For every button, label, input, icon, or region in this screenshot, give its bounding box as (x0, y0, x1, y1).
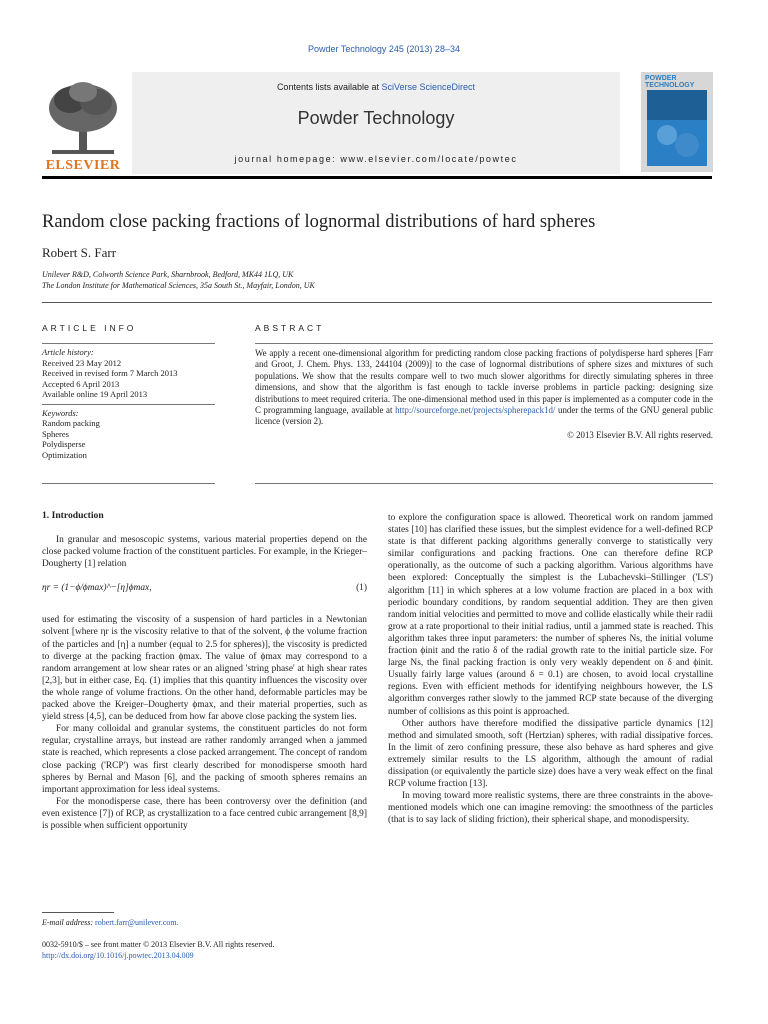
history-item: Received in revised form 7 March 2013 (42, 368, 178, 378)
body-column-right (388, 512, 713, 826)
affiliation-2: The London Institute for Mathematical Sciences, 35a South St., Mayfair, London, UK (42, 281, 315, 290)
contents-line (132, 82, 620, 92)
paper-title: Random close packing fractions of lognormal distributions of hard spheres (42, 212, 596, 232)
copyright: © 2013 Elsevier B.V. All rights reserved. (567, 429, 713, 440)
history-label: Article history: (42, 347, 94, 357)
equation-number: (1) (356, 583, 367, 594)
sourceforge-link[interactable]: http://sourceforge.net/projects/spherepack1d/ (395, 405, 556, 416)
journal-header (42, 72, 620, 174)
keyword: Polydisperse (42, 439, 86, 449)
doi-link[interactable]: http://dx.doi.org/10.1016/j.powtec.2013.04.009 (42, 951, 194, 960)
title-rule (42, 302, 712, 303)
issn-line: 0032-5910/$ – see front matter © 2013 Elsevier B.V. All rights reserved. (42, 940, 275, 949)
keywords-label: Keywords: (42, 407, 79, 418)
cover-title: POWDER TECHNOLOGY (645, 75, 695, 89)
section-heading: 1. Introduction (42, 510, 104, 521)
history-item: Received 23 May 2012 (42, 357, 122, 368)
equation-text: ηr = (1−ϕ/ϕmax)^−[η]ϕmax, (42, 583, 152, 594)
email-footnote (42, 918, 179, 927)
abstract-body: We apply a recent one-dimensional algorithm for predicting random close packing fractions of polydisperse hard spheres [Farr and Groot, J. Chem. Phys. 133, 244104 (2009)] to the case of lognormal distributions of sphere sizes and mixtures of such populations. We show that the results compare well to two much slower algorithms for directly simulating spheres in three dimensions, and show that the algorithm is fast enough to tackle inverse problems in particle packing: designing size distributions to meet required criteria. The one-dimensional method used in this paper is implemented as a computer code in the C programming language, available at (255, 348, 713, 416)
keyword: Random packing (42, 418, 100, 428)
divider (255, 343, 713, 344)
keyword: Optimization (42, 449, 87, 460)
journal-cover-image (641, 72, 713, 172)
paragraph: In granular and mesoscopic systems, various material properties depend on the close packed volume fraction of the constituent particles. For example, in the Krieger–Dougherty [1] relation (42, 535, 367, 570)
article-info-heading: ARTICLE INFO (42, 323, 137, 333)
history-item: Accepted 6 April 2013 (42, 378, 120, 389)
paragraph: For many colloidal and granular systems, the constituent particles do not form regular, crystalline arrays, but instead are rather randomly arranged when a jammed state is reached, which represents a close packed arrangement. The concept of random close packing ('RCP') was first clearly described for monodisperse smooth hard spheres by Bernal and Mason [6], and the packing of smooth spheres remains an important approximation for less ideal systems. (42, 724, 367, 795)
journal-name: Powder Technology (297, 108, 455, 128)
elsevier-tree-logo (42, 78, 124, 172)
divider (255, 483, 713, 484)
publisher-name: ELSEVIER (45, 158, 121, 173)
keyword: Spheres (42, 428, 69, 439)
contents-prefix: Contents lists available at (276, 82, 382, 92)
journal-reference[interactable]: Powder Technology 245 (2013) 28–34 (308, 44, 460, 54)
affiliation-1: Unilever R&D, Colworth Science Park, Sharnbrook, Bedford, MK44 1LQ, UK (42, 270, 294, 279)
journal-banner (132, 72, 620, 174)
sciencedirect-link[interactable]: SciVerse ScienceDirect (381, 82, 476, 92)
author-name: Robert S. Farr (42, 245, 117, 260)
cover-artwork (647, 90, 707, 166)
history-item: Available online 19 April 2013 (42, 389, 148, 399)
email-link[interactable]: robert.farr@unilever.com. (95, 918, 179, 927)
header-rule (42, 176, 712, 179)
article-info (42, 343, 215, 460)
abstract-text (255, 348, 713, 428)
email-label: E-mail address: (42, 918, 96, 927)
divider (42, 483, 215, 484)
paragraph: to explore the configuration space is allowed. Theoretical work on random jammed states [10] has clarified these issues, but the simplest evidence for a well-defined RCP state is that different packing algorithms generally converge to statistically very similar configurations and packing fractions. One can therefore define RCP operationally, as the outcome of such a packing algorithm. Various algorithms have been explored: Conceptually the simplest is the Lubachevski–Stillinger ('LS') algorithm [11] in which spheres at a low volume fraction are placed in a box with periodic boundary conditions, by random sequential addition. They are then given random initial velocities and permitted to move and collide elastically while their radii grow at a rate proportional to their initial radius, until a jammed state is reached. This algorithm takes three input parameters: the number of spheres Ns, the initial volume fraction ϕinit and the ratio δ of the radial growth rate to the initial particle size. For large Ns, the final packing fraction is only very weakly dependent on δ and ϕinit. Usually fairly large values (around δ = 0.1) are chosen, to avoid local crystalline regions. Even with efficient methods for identifying neighbours however, the LS algorithm converges rather slowly to the jammed RCP state because of the diverging number of collisions as this point is approached. (388, 513, 713, 717)
paragraph: Other authors have therefore modified the dissipative particle dynamics [12] method and simulated smooth, soft (Hertzian) spheres, with radial dissipative forces. In the limit of zero confining pressure, these also behave as hard spheres and give extremely similar results to the LS algorithm, although the amount of radial dissipation (or equivalently the particle size) does have a very weak effect on the final RCP volume fraction [13]. (388, 718, 713, 790)
abstract-heading: ABSTRACT (255, 323, 325, 333)
footnote-rule (42, 912, 114, 913)
paragraph: In moving toward more realistic systems, there are three constraints in the above-mentioned models which one can imagine removing: the smoothness of the particles (that is to say lack of sliding friction), their spherical shape, and monodispersity. (388, 791, 713, 826)
equation-1 (42, 582, 367, 600)
paragraph: For the monodisperse case, there has been controversy over the definition (and even existence [7]) of RCP, as crystallization to a face centred cubic arrangement [8,9] is possible when sufficient opportunity (42, 796, 367, 831)
abstract (255, 343, 713, 440)
body-column-left (42, 510, 367, 832)
paragraph: used for estimating the viscosity of a suspension of hard particles in a Newtonian solvent [where ηr is the viscosity relative to that of the solvent, ϕ the volume fraction of the particles and [η] a number (equal to 2.5 for spheres)], the viscosity is predicted to diverge at the packing fraction ϕmax. The value of ϕmax may correspond to a random arrangement at low shear rates or an aligned 'string phase' at high shear rates [2,3], but in either case, Eq. (1) implies that this quantity influences the viscosity over the whole range of volume fractions. On the other hand, deformable particles may be packed above the Kreiger–Dougherty ϕmax, and their material properties, such as yield stress [4,5], can be deduced from how far above close packing the system lies. (42, 615, 367, 723)
abstract-body-end: under the terms of the GNU general public licence (version 2). (255, 405, 714, 427)
journal-homepage[interactable]: journal homepage: www.elsevier.com/locate/powtec (234, 154, 518, 164)
